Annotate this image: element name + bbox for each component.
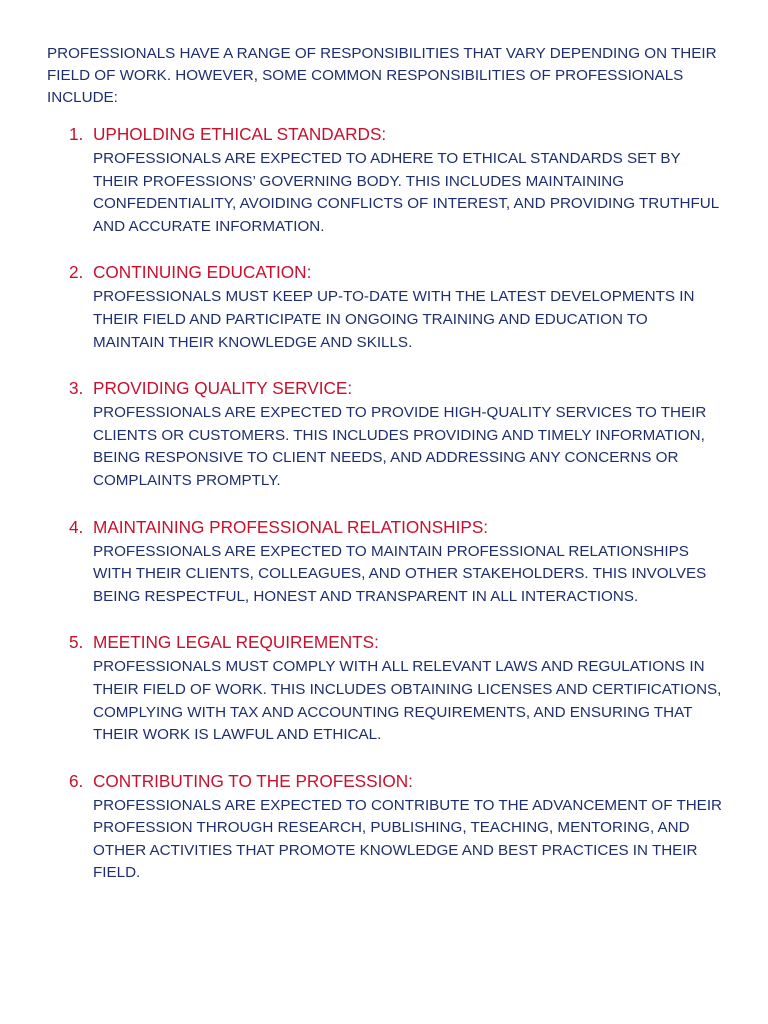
list-item-heading-row: [0, 260, 768, 284]
list-item: [0, 515, 768, 609]
list-item-heading: CONTRIBUTING TO THE PROFESSION:: [93, 770, 413, 791]
list-item-number: 1.: [69, 124, 84, 144]
list-item-number: 2.: [69, 262, 84, 283]
list-item-body: PROFESSIONALS ARE EXPECTED TO CONTRIBUTE TO THE ADVANCEMENT OF THEIR PROFESSION THROUGH RESEARCH, PUBLISHING, TEACHING, MENTORING, AND OTHER ACTIVITIES THAT PROMOTE KNOWLEDGE AND BEST PRACTICES IN THEIR FIELD.: [93, 796, 723, 882]
intro-paragraph: PROFESSIONALS HAVE A RANGE OF RESPONSIBILITIES THAT VARY DEPENDING ON THEIR FIELD OF WORK. HOWEVER, SOME COMMON RESPONSIBILITIES OF PROFESSIONALS INCLUDE:: [47, 45, 717, 106]
list-item-number: 3.: [69, 378, 84, 399]
list-item-heading: PROVIDING QUALITY SERVICE:: [93, 378, 353, 399]
list-item-number: 6.: [69, 770, 84, 791]
list-item-number: 4.: [69, 516, 84, 537]
responsibilities-list: [0, 122, 768, 907]
list-item-heading-row: [0, 769, 768, 793]
list-item-heading-row: [0, 515, 768, 539]
list-item: [0, 260, 768, 354]
list-item-body: PROFESSIONALS ARE EXPECTED TO ADHERE TO ETHICAL STANDARDS SET BY THEIR PROFESSIONS’ GOVERNING BODY. THIS INCLUDES MAINTAINING CONFEDENTIALITY, AVOIDING CONFLICTS OF INTEREST, AND PROVIDING TRUTHFUL AND ACCURATE INFORMATION.: [93, 150, 719, 235]
list-item: [0, 376, 768, 492]
list-item-heading: CONTINUING EDUCATION:: [93, 262, 312, 283]
list-item-heading-row: [0, 122, 768, 146]
list-item-heading-row: [0, 376, 768, 400]
list-item: [0, 122, 768, 238]
list-item-body: PROFESSIONALS ARE EXPECTED TO MAINTAIN PROFESSIONAL RELATIONSHIPS WITH THEIR CLIENTS, COLLEAGUES, AND OTHER STAKEHOLDERS. THIS INVOLVES BEING RESPECTFUL, HONEST AND TRANSPARENT IN ALL INTERACTIONS.: [93, 542, 707, 605]
list-item-heading: MEETING LEGAL REQUIREMENTS:: [93, 632, 379, 653]
list-item-body: PROFESSIONALS ARE EXPECTED TO PROVIDE HIGH-QUALITY SERVICES TO THEIR CLIENTS OR CUSTOMERS. THIS INCLUDES PROVIDING AND TIMELY INFORMATION, BEING RESPONSIVE TO CLIENT NEEDS, AND ADDRESSING ANY CONCERNS OR COMPLAINTS PROMPTLY.: [93, 404, 707, 489]
list-item-body: PROFESSIONALS MUST COMPLY WITH ALL RELEVANT LAWS AND REGULATIONS IN THEIR FIELD OF WORK. THIS INCLUDES OBTAINING LICENSES AND CERTIFICATIONS, COMPLYING WITH TAX AND ACCOUNTING REQUIREMENTS, AND ENSURING THAT THEIR WORK IS LAWFUL AND ETHICAL.: [93, 658, 722, 744]
list-item-heading-row: [0, 630, 768, 654]
list-item: [0, 769, 768, 885]
list-item-body: PROFESSIONALS MUST KEEP UP-TO-DATE WITH THE LATEST DEVELOPMENTS IN THEIR FIELD AND PARTICIPATE IN ONGOING TRAINING AND EDUCATION TO MAINTAIN THEIR KNOWLEDGE AND SKILLS.: [93, 288, 695, 351]
list-item-number: 5.: [69, 632, 84, 653]
list-item: [0, 630, 768, 746]
list-item-heading: UPHOLDING ETHICAL STANDARDS:: [93, 124, 387, 144]
list-item-heading: MAINTAINING PROFESSIONAL RELATIONSHIPS:: [93, 516, 489, 537]
